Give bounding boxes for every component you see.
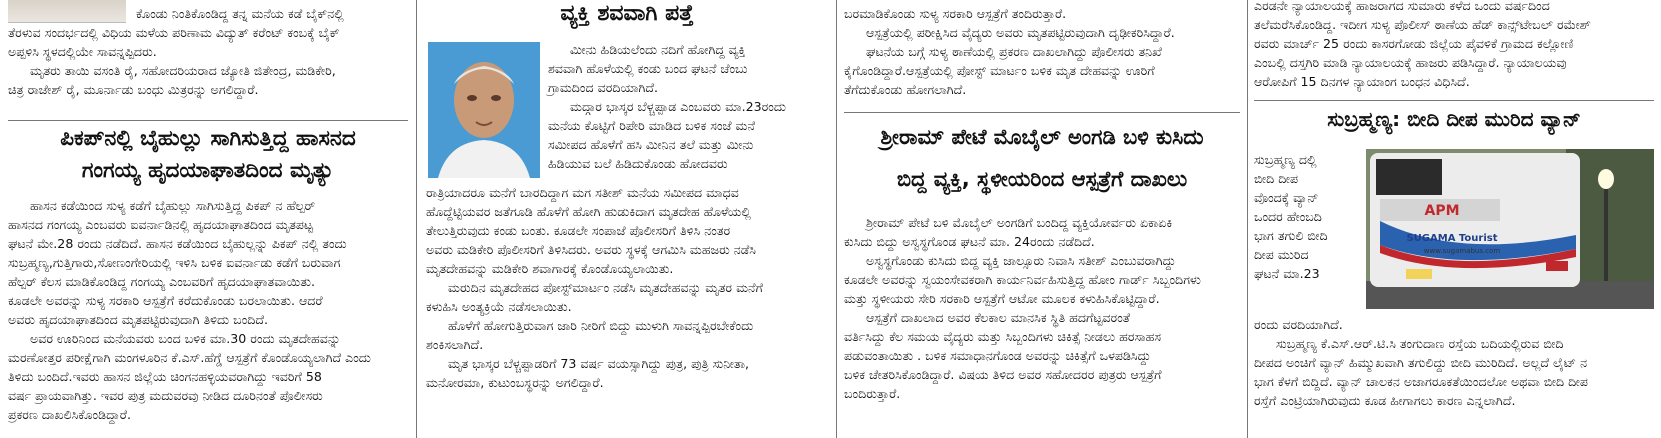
headline-sriram-line-1: ಶ್ರೀರಾಮ್ ಪೇಟೆ ಮೊಬೈಲ್ ಅಂಗಡಿ ಬಳಿ ಕುಸಿದು — [880, 125, 1204, 149]
col3-body-line: ಅಸ್ವಸ್ಥಗೊಂಡು ಕುಸಿದು ಬಿದ್ದ ವ್ಯಕ್ತಿ ಜಾಲ್ಸೂರು ನಿವಾಸಿ ಸತೀಶ್ ಎಂಬುವರಾಗಿದ್ದು — [866, 253, 1176, 268]
col2-body-line: ಅವರು ಮಡಿಕೇರಿ ಪೊಲೀಸರಿಗೆ ತಿಳಿಸಿದರು. ಅವರು ಸ್ಥಳಕ್ಕೆ ಆಗಮಿಸಿ ಮಹಜರು ನಡೆಸಿ — [426, 242, 756, 257]
col3-body — [844, 213, 1240, 403]
column-divider-2 — [836, 0, 837, 438]
col3-body-line: ವರ್ತಿಸಿದ್ದು ಕೆಲ ಸಮಯ ವೈದ್ಯರು ಮತ್ತು ಸಿಬ್ಬಂದಿಗಳು ಚಿಕಿತ್ಸೆ ನೀಡಲು ಹರಸಾಹಸ — [844, 329, 1162, 344]
col3-separator — [844, 112, 1240, 113]
col1-body-line: ವರ್ಷ ಪ್ರಾಯವಾಗಿತ್ತು. ಇವರ ಪುತ್ರ ಮದುವರವು ನೀಡಿದ ದೂರಿನಂತೆ ಪೊಲೀಸರು — [8, 388, 323, 403]
col3-top-line: ಆಸ್ಪತ್ರೆಯಲ್ಲಿ ಪರೀಕ್ಷಿಸಿದ ವೈದ್ಯರು ಅವರು ಮೃತಪಟ್ಟಿರುವುದಾಗಿ ದೃಢೀಕರಿಸಿದ್ದಾರೆ. — [866, 25, 1175, 40]
col1-separator — [8, 120, 408, 121]
col3-body-line: ಆಸ್ಪತ್ರೆಗೆ ದಾಖಲಾದ ಅವರ ಕೆಲಕಾಲ ಮಾನಸಿಕ ಸ್ಥಿತಿ ಹದಗೆಟ್ಟವರಂತೆ — [866, 310, 1130, 325]
col3-top-article — [844, 4, 1240, 99]
col1-body-line: ಹಾಸನದ ಗಂಗಯ್ಯ ಎಂಬವರು ಐವರ್ನಾಡಿನಲ್ಲಿ ಹೃದಯಾಘಾತದಿಂದ ಮೃತಪಟ್ಟ — [8, 217, 314, 232]
col2-side-line: ಗ್ರಾಮದಿಂದ ವರದಿಯಾಗಿದೆ. — [548, 80, 658, 95]
col3-body-line: ಮತ್ತು ಸ್ಥಳೀಯರು ಸೇರಿ ಸರಕಾರಿ ಆಸ್ಪತ್ರೆಗೆ ಆಟೋ ಮೂಲಕ ಕಳುಹಿಸಿಕೊಟ್ಟಿದ್ದಾರೆ. — [844, 291, 1160, 306]
col2-body — [426, 183, 828, 392]
col1-body-line: ಅವರ ಊರಿನಿಂದ ಮನೆಯವರು ಬಂದ ಬಳಿಕ ಮಾ.30 ರಂದು ಮೃತದೇಹವನ್ನು — [30, 331, 341, 346]
bus-photo — [1366, 149, 1654, 309]
column-1 — [8, 0, 408, 438]
col1-top-line: ಚಿತ್ರ ರಾಜೇಶ್ ರೈ, ಮೂರ್ನಾಡು ಬಂಧು ಮಿತ್ರರನ್ನು ಅಗಲಿದ್ದಾರೆ. — [8, 82, 259, 97]
col2-body-line: ಕಳುಹಿಸಿ ಅಂತ್ಯಕ್ರಿಯೆ ನಡೆಸಲಾಯಿತು. — [426, 299, 572, 314]
headline-pickup-line-1: ಪಿಕಪ್‌ನಲ್ಲಿ ಬೈಹುಲ್ಲು ಸಾಗಿಸುತ್ತಿದ್ದ ಹಾಸನದ — [60, 126, 356, 151]
col1-body — [8, 196, 408, 424]
col4-body-line: ಭಾಗ ಕೆಳಗೆ ಬಿದ್ದಿದೆ. ವ್ಯಾನ್ ಚಾಲಕನ ಅಜಾಗರೂಕತೆಯಿಂದಲೋ ಅಥವಾ ಬೀದಿ ದೀಪ — [1254, 374, 1588, 389]
col1-top-line: ಅಪ್ಪಳಿಸಿ ಸ್ಥಳದಲ್ಲಿಯೇ ಸಾವನ್ನಪ್ಪಿದರು. — [8, 44, 157, 59]
headline-sriram-line-2: ಬಿದ್ದ ವ್ಯಕ್ತಿ, ಸ್ಥಳೀಯರಿಂದ ಆಸ್ಪತ್ರೆಗೆ ದಾಖಲು — [896, 167, 1188, 191]
col1-body-line: ಪ್ರಕರಣ ದಾಖಲಿಸಿಕೊಂಡಿದ್ದಾರೆ. — [8, 407, 131, 422]
col3-body-line: ಬಂದಿರುತ್ತಾರೆ. — [844, 386, 901, 401]
col2-body-line: ಮೃತದೇಹವನ್ನು ಮಡಿಕೇರಿ ಶವಾಗಾರಕ್ಕೆ ಕೊಂಡೊಯ್ಯಲಾಯಿತು. — [426, 261, 674, 276]
col3-top-line: ಘಟನೆಯ ಬಗ್ಗೆ ಸುಳ್ಯ ಠಾಣೆಯಲ್ಲಿ ಪ್ರಕರಣ ದಾಖಲಾಗಿದ್ದು ಪೊಲೀಸರು ತನಿಖೆ — [866, 44, 1162, 59]
col4-side-line: ಒಂದರ ಹೇಂಬದಿ — [1254, 209, 1322, 224]
col4-side-text — [1254, 150, 1362, 283]
portrait-photo — [428, 42, 540, 178]
column-divider-3 — [1247, 0, 1248, 438]
col4-top-line: ತಲೆಮರೆಸಿಕೊಂಡಿದ್ದ. ಇದೀಗ ಸುಳ್ಯ ಪೊಲೀಸ್ ಠಾಣೆಯ ಹೆಡ್ ಕಾನ್ಸ್‌ಟೇಬಲ್ ರಮೇಶ್ — [1254, 17, 1591, 32]
col2-side-line: ಮನೆಯ ಕೊಟ್ಟಿಗೆ ರಿಪೇರಿ ಮಾಡಿದ ಬಳಿಕ ಸಂಜೆ ಮನೆ — [548, 118, 756, 133]
col1-top-line: ಮೃತರು ತಾಯಿ ವಸಂತಿ ರೈ, ಸಹೋದರಿಯರಾದ ಜ್ಯೋತಿ ಜಿತೇಂದ್ರ, ಮಡಿಕೇರಿ, — [30, 63, 336, 78]
col2-body-line: ಮೃತ ಭಾಸ್ಕರ ಬೆಳ್ಚಪ್ಪಾಡರಿಗೆ 73 ವರ್ಷ ವಯಸ್ಸಾಗಿದ್ದು ಪುತ್ರ, ಪುತ್ರಿ ಸುನೀತಾ, — [448, 356, 750, 371]
portrait-illustration — [428, 42, 540, 178]
col2-body-line: ರಾತ್ರಿಯಾದರೂ ಮನೆಗೆ ಬಾರದಿದ್ದಾಗ ಮಗ ಸತೀಶ್ ಮನೆಯ ಸಮೀಪದ ಮಾಧವ — [426, 185, 739, 200]
col1-body-line: ಕೂಡಲೇ ಅವರನ್ನು ಸುಳ್ಯ ಸರಕಾರಿ ಆಸ್ಪತ್ರೆಗೆ ಕರೆದುಕೊಂಡು ಬರಲಾಯಿತು. ಆದರೆ — [8, 293, 323, 308]
col3-top-line: ತೆಗೆದುಕೊಂಡು ಹೋಗಲಾಗಿದೆ. — [844, 82, 967, 97]
col4-top-line: ಎಂಬಲ್ಲಿ ದಸ್ತಗಿರಿ ಮಾಡಿ ನ್ಯಾಯಾಲಯಕ್ಕೆ ಹಾಜರು ಪಡಿಸಿದ್ದಾರೆ. ನ್ಯಾಯಾಲಯವು — [1254, 55, 1567, 70]
headline-body-found: ವ್ಯಕ್ತಿ ಶವವಾಗಿ ಪತ್ತೆ — [560, 1, 694, 26]
col3-body-line: ಪಡುವಂತಾಯಿತು . ಬಳಿಕ ಸಮಾಧಾನಗೊಂಡ ಅವರನ್ನು ಚಿಕಿತ್ಸೆಗೆ ಒಳಪಡಿಸಿದ್ದು — [844, 348, 1151, 363]
col4-body-line: ರಸ್ತೆಗೆ ಎಂಟ್ರಿಯಾಗಿರುವುದು ಕೂಡ ಹೀಗಾಗಲು ಕಾರಣ ಎನ್ನಲಾಗಿದೆ. — [1254, 393, 1516, 408]
column-4 — [1254, 0, 1654, 438]
col4-body-line: ಸುಬ್ರಹ್ಮಣ್ಯ ಕೆ.ಎಸ್.ಆರ್.ಟಿ.ಸಿ ತಂಗುದಾಣ ರಸ್ತೆಯ ಬದಿಯಲ್ಲಿರುವ ಬೀದಿ — [1276, 336, 1564, 351]
col2-body-line: ಹೊದ್ದೆಟ್ಟಿಯವರ ಜತೆಗೂಡಿ ಹೊಳೆಗೆ ಹೋಗಿ ಹುಡುಕಿದಾಗ ಮೃತದೇಹ ಹೊಳೆಯಲ್ಲಿ — [426, 204, 751, 219]
col3-body-line: ಶ್ರೀರಾಮ್ ಪೇಟೆ ಬಳಿ ಮೊಬೈಲ್ ಅಂಗಡಿಗೆ ಬಂದಿದ್ದ ವ್ಯಕ್ತಿಯೋರ್ವರು ಏಕಾಏಕಿ — [866, 215, 1173, 230]
col2-body-line: ಶಂಕಿಸಲಾಗಿದೆ. — [426, 337, 484, 352]
col3-body-line: ಕುಸಿದು ಬಿದ್ದು ಅಸ್ವಸ್ಥಗೊಂಡ ಘಟನೆ ಮಾ. 24ರಂದು ನಡೆದಿದೆ. — [844, 234, 1095, 249]
col2-body-line: ತೇಲುತ್ತಿರುವುದು ಕಂಡು ಬಂತು. ಕೂಡಲೇ ಸಂಪಾಜೆ ಪೊಲೀಸರಿಗೆ ತಿಳಿಸಿ ನಂತರ — [426, 223, 731, 238]
col4-top-line: ಎರಡನೇ ನ್ಯಾಯಾಲಯಕ್ಕೆ ಹಾಜರಾಗದ ಸುಮಾರು ಕಳೆದ ಒಂದು ವರ್ಷದಿಂದ — [1254, 0, 1550, 13]
col4-body-line: ರಂದು ವರದಿಯಾಗಿದೆ. — [1254, 317, 1343, 332]
col1-body-line: ಸುಬ್ರಹ್ಮಣ್ಯ,ಗುತ್ತಿಗಾರು,ಸೋಣಂಗೇರಿಯಲ್ಲಿ ಇಳಿಸಿ ಬಳಿಕ ಐವರ್ನಾಡು ಕಡೆಗೆ ಬರುವಾಗ — [8, 255, 341, 270]
col4-body-line: ದೀಪದ ಅಂಚಿಗೆ ವ್ಯಾನ್ ಹಿಮ್ಮುಖವಾಗಿ ತಗುಲಿದ್ದು ಬೀದಿ ಮುರಿದಿದೆ. ಅಲ್ಲದೆ ಲೈಟ್ ನ — [1254, 355, 1588, 370]
col4-side-line: ಘಟನೆ ಮಾ.23 — [1254, 266, 1320, 281]
col4-side-line: ಭಾಗ ತಗುಲಿ ಬೀದಿ — [1254, 228, 1328, 243]
bus-name: SUGAMA Tourist — [1406, 233, 1498, 244]
column-divider-1 — [416, 0, 417, 438]
column-2 — [426, 0, 828, 438]
col3-top-line: ಬರಮಾಡಿಕೊಂಡು ಸುಳ್ಯ ಸರಕಾರಿ ಆಸ್ಪತ್ರೆಗೆ ತಂದಿರುತ್ತಾರೆ. — [844, 6, 1067, 21]
headline-subrahmanya: ಸುಬ್ರಹ್ಮಣ್ಯ: ಬೀದಿ ದೀಪ ಮುರಿದ ವ್ಯಾನ್ — [1327, 107, 1581, 131]
bus-illustration — [1366, 149, 1654, 309]
col4-body — [1254, 315, 1654, 410]
col4-side-line: ದೀಪ ಮುರಿದ — [1254, 247, 1309, 262]
col2-body-line: ಮನೋರಮಾ, ಕುಟುಂಬಸ್ಥರನ್ನು ಅಗಲಿದ್ದಾರೆ. — [426, 375, 604, 390]
col2-side-line: ಹಿಡಿಯುವ ಬಲೆ ಹಿಡಿದುಕೊಂಡು ಹೋದವರು — [548, 156, 728, 171]
col1-body-line: ತಿಳಿದು ಬಂದಿದೆ.ಇವರು ಹಾಸನ ಜಿಲ್ಲೆಯ ಚಿಂಗನಹಳ್ಳಿಯವರಾಗಿದ್ದು ಇವರಿಗೆ 58 — [8, 369, 322, 384]
col1-body-line: ಮರಣೋತ್ತರ ಪರೀಕ್ಷೆಗಾಗಿ ಮಂಗಳೂರಿನ ಕೆ.ಎಸ್.ಹೆಗ್ಡೆ ಆಸ್ಪತ್ರೆಗೆ ಕೊಂಡೊಯ್ಯಲಾಗಿದೆ ಎಂದು — [8, 350, 371, 365]
column-3 — [844, 0, 1240, 438]
col4-separator — [1254, 100, 1654, 101]
col1-top-article — [8, 4, 408, 99]
bus-web: www.sugamabus.com — [1423, 247, 1501, 255]
col1-body-line: ಹೆಲ್ಪರ್ ಕೆಲಸ ಮಾಡಿಕೊಂಡಿದ್ದ ಗಂಗಯ್ಯ ಎಂಬವರಿಗೆ ಹೃದಯಾಘಾತವಾಯಿತು. — [8, 274, 315, 289]
col3-body-line: ಬಳಿಕ ಚೇತರಿಸಿಕೊಂಡಿದ್ದಾರೆ. ವಿಷಯ ತಿಳಿದ ಅವರ ಸಹೋದರರ ಪುತ್ರರು ಆಸ್ಪತ್ರೆಗೆ — [844, 367, 1162, 382]
bus-brand: APM — [1424, 203, 1460, 219]
col4-top-line: ರವರು ಮಾರ್ಚ್ 25 ರಂದು ಕಾಸರಗೋಡು ಜಿಲ್ಲೆಯ ಪೈವಳಿಕೆ ಗ್ರಾಮದ ಕಲ್ಲೋಣಿ — [1254, 36, 1574, 51]
col2-side-text — [548, 40, 828, 173]
col1-body-line: ಘಟನೆ ಮೇ.28 ರಂದು ನಡೆದಿದೆ. ಹಾಸನ ಕಡೆಯಿಂದ ಬೈಹುಲ್ಲನ್ನು ಪಿಕಪ್ ನಲ್ಲಿ ತಂದು — [8, 236, 347, 251]
col1-top-line: ತೆರಳುವ ಸಂದರ್ಭದಲ್ಲಿ ವಿಧಿಯ ಮಳೆಯ ಪರಿಣಾಮ ವಿದ್ಯುತ್ ಕರೆಂಟ್ ಕಂಬಕ್ಕೆ ಬೈಕ್ — [8, 25, 340, 40]
col1-body-line: ಹಾಸನ ಕಡೆಯಿಂದ ಸುಳ್ಯ ಕಡೆಗೆ ಬೈಹುಲ್ಲು ಸಾಗಿಸುತ್ತಿದ್ದ ಪಿಕಪ್ ನ ಹೆಲ್ಪರ್ — [30, 198, 316, 213]
headline-pickup-line-2: ಗಂಗಯ್ಯ ಹೃದಯಾಘಾತದಿಂದ ಮೃತ್ಯು — [81, 158, 335, 183]
col2-body-line: ಹೊಳೆಗೆ ಹೋಗುತ್ತಿರುವಾಗ ಜಾರಿ ನೀರಿಗೆ ಬಿದ್ದು ಮುಳುಗಿ ಸಾವನ್ನಪ್ಪಿರಬೇಕೆಂದು — [448, 318, 754, 333]
col4-side-line: ಸುಬ್ರಹ್ಮಣ್ಯ ದಲ್ಲಿ — [1254, 152, 1317, 167]
col2-side-line: ಸಮೀಪದ ಹೊಳೆಗೆ ಹಸಿ ಮೀನಿನ ತಲೆ ಮತ್ತು ಮೀನು — [548, 137, 754, 152]
col1-body-line: ಅವರು ಹೃದಯಾಘಾತದಿಂದ ಮೃತಪಟ್ಟಿರುವುದಾಗಿ ತಿಳಿದು ಬಂದಿದೆ. — [8, 312, 269, 327]
col4-side-line: ಬೀದಿ ದೀಪ — [1254, 171, 1299, 186]
col2-side-line: ಮೀನು ಹಿಡಿಯಲೆಂದು ನದಿಗೆ ಹೋಗಿದ್ದ ವ್ಯಕ್ತಿ — [570, 42, 746, 57]
col3-body-line: ಕೂಡಲೇ ಅವರನ್ನು ಸ್ವಯಂಸೇವಕರಾಗಿ ಕಾರ್ಯನಿರ್ವಹಿಸುತ್ತಿದ್ದ ಹೋಂ ಗಾರ್ಡ್ ಸಿಬ್ಬಂದಿಗಳು — [844, 272, 1201, 287]
col4-side-line: ವೊಂದಕ್ಕೆ ವ್ಯಾನ್ — [1254, 190, 1319, 205]
col1-top-line: ಕೊಂಡು ನಿಂತಿಕೊಂಡಿದ್ದ ತನ್ನ ಮನೆಯ ಕಡೆ ಬೈಕ್‌ನಲ್ಲಿ — [136, 6, 344, 21]
col2-side-line: ಮದ್ಗಾರ ಭಾಸ್ಕರ ಬೆಳ್ಚಪ್ಪಾಡ ಎಂಬವರು ಮಾ.23ರಂದು — [570, 99, 787, 114]
col4-top-article — [1254, 0, 1654, 91]
col2-body-line: ಮರುದಿನ ಮೃತದೇಹದ ಪೋಸ್ಟ್‌ಮಾರ್ಟಂ ನಡೆಸಿ ಮೃತದೇಹವನ್ನು ಮೃತರ ಮನೆಗೆ — [448, 280, 763, 295]
col2-side-line: ಶವವಾಗಿ ಹೊಳೆಯಲ್ಲಿ ಕಂಡು ಬಂದ ಘಟನೆ ಚೆಂಬು — [548, 61, 748, 76]
col4-top-line: ಆರೋಪಿಗೆ 15 ದಿನಗಳ ನ್ಯಾಯಾಂಗ ಬಂಧನ ವಿಧಿಸಿದೆ. — [1254, 74, 1470, 89]
col3-top-line: ಕೈಗೊಂಡಿದ್ದಾರೆ.ಆಸ್ಪತ್ರೆಯಲ್ಲಿ ಪೋಸ್ಟ್ ಮಾರ್ಟಂ ಬಳಿಕ ಮೃತ ದೇಹವನ್ನು ಊರಿಗೆ — [844, 63, 1155, 78]
